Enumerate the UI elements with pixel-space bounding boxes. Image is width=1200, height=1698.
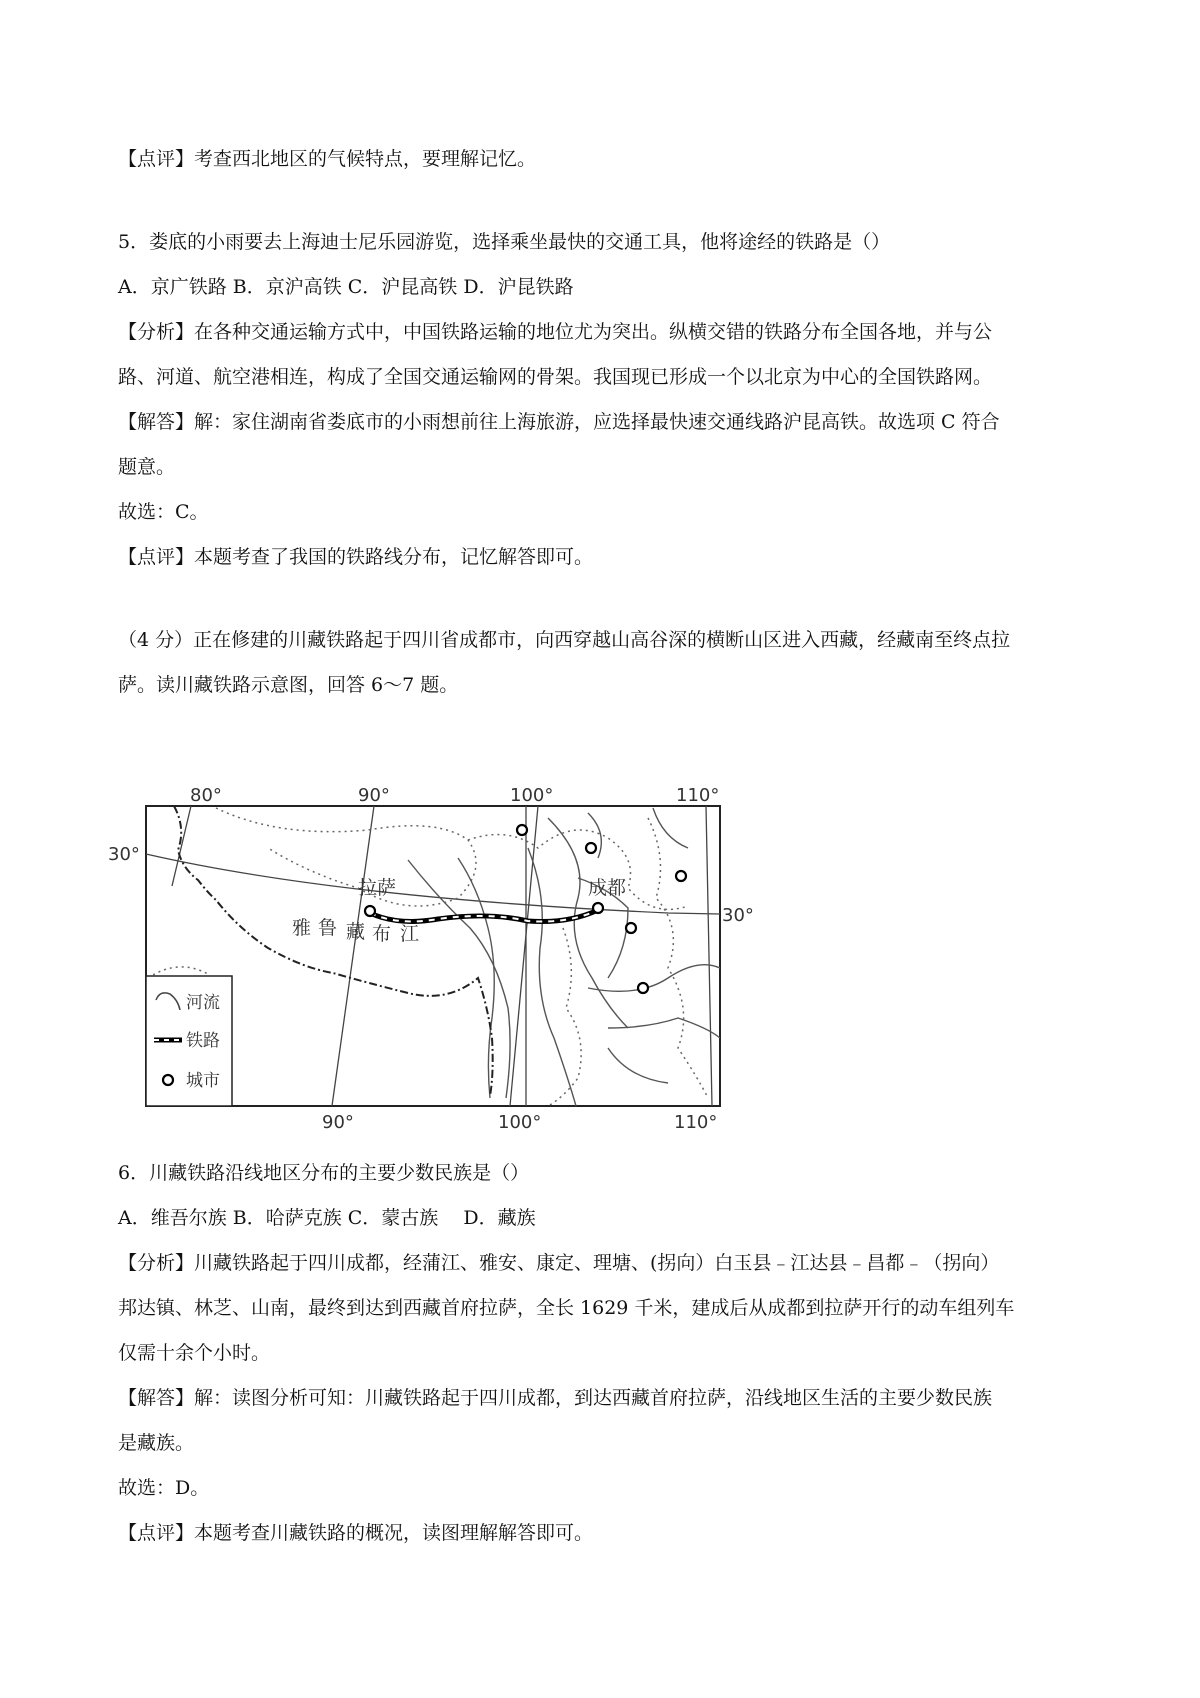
meridian-110 <box>706 806 712 1106</box>
lon-label-bottom-100: 100° <box>498 1112 542 1133</box>
city-label-chengdu: 成都 <box>588 877 627 899</box>
lat-label-right: 30° <box>722 905 754 926</box>
legend-city-symbol <box>163 1075 173 1085</box>
river-line <box>608 1018 720 1038</box>
intro-line-2: 萨。读川藏铁路示意图，回答 6～7 题。 <box>118 674 459 696</box>
q4-review: 【点评】考查西北地区的气候特点，要理解记忆。 <box>118 148 537 170</box>
river-label-char: 江 <box>400 923 420 945</box>
lon-label-top-90: 90° <box>358 785 390 806</box>
boundary-line <box>648 818 708 1098</box>
city-marker <box>365 906 375 916</box>
river-line <box>653 808 688 848</box>
sichuan-tibet-railway-map <box>108 778 824 1136</box>
q6-analysis-line-1: 【分析】川藏铁路起于四川成都，经蒲江、雅安、康定、理塘、(拐向）白玉县﹣江达县﹣昌都﹣（拐向） <box>118 1252 1000 1274</box>
q5-analysis-line-2: 路、河道、航空港相连，构成了全国交通运输网的骨架。我国现已形成一个以北京为中心的全国铁路网。 <box>118 366 993 388</box>
legend-city-label: 城市 <box>186 1071 220 1091</box>
legend-river-label: 河流 <box>186 993 220 1013</box>
city-marker <box>676 871 686 881</box>
q6-choice: 故选：D。 <box>118 1477 210 1499</box>
q6-analysis-line-2: 邦达镇、林芝、山南，最终到达到西藏首府拉萨，全长 1629 千米，建成后从成都到拉萨开行的动车组列车 <box>118 1297 1015 1319</box>
q6-answer-line-1: 【解答】解：读图分析可知：川藏铁路起于四川成都，到达西藏首府拉萨，沿线地区生活的主要少数民族 <box>118 1387 993 1409</box>
legend-railway-label: 铁路 <box>186 1031 220 1051</box>
q5-choice: 故选：C。 <box>118 501 209 523</box>
intro-line-1: （4 分）正在修建的川藏铁路起于四川省成都市，向西穿越山高谷深的横断山区进入西藏，经藏南至终点拉 <box>118 629 1011 651</box>
q5-answer-line-1: 【解答】解：家住湖南省娄底市的小雨想前往上海旅游，应选择最快速交通线路沪昆高铁。故选项 C 符合 <box>118 411 1000 433</box>
meridian-80 <box>172 806 191 886</box>
q5-review: 【点评】本题考查了我国的铁路线分布，记忆解答即可。 <box>118 546 594 568</box>
q5-stem: 5．娄底的小雨要去上海迪士尼乐园游览，选择乘坐最快的交通工具，他将途经的铁路是（） <box>118 231 891 253</box>
meridian-90 <box>332 806 374 1106</box>
q5-analysis-line-1: 【分析】在各种交通运输方式中，中国铁路运输的地位尤为突出。纵横交错的铁路分布全国各地，并与公 <box>118 321 993 343</box>
q6-review: 【点评】本题考查川藏铁路的概况，读图理解解答即可。 <box>118 1522 594 1544</box>
q5-answer-line-2: 题意。 <box>118 456 176 478</box>
city-marker <box>517 825 527 835</box>
boundary-line <box>548 928 581 1106</box>
river-label-char: 雅 <box>292 917 312 939</box>
river-line <box>528 848 576 1106</box>
river-line <box>608 1048 668 1083</box>
river-line <box>458 858 494 1098</box>
q6-answer-line-2: 是藏族。 <box>118 1432 195 1454</box>
lon-label-bottom-110: 110° <box>674 1112 718 1133</box>
lon-label-bottom-90: 90° <box>322 1112 354 1133</box>
river-line <box>588 965 720 992</box>
river-label-char: 藏 <box>346 921 366 943</box>
city-marker <box>626 923 636 933</box>
q6-stem: 6．川藏铁路沿线地区分布的主要少数民族是（） <box>118 1162 530 1184</box>
city-marker <box>593 903 603 913</box>
q6-analysis-line-3: 仅需十余个小时。 <box>118 1342 271 1364</box>
city-label-lhasa: 拉萨 <box>358 877 397 899</box>
lon-label-top-80: 80° <box>190 785 222 806</box>
city-marker <box>638 983 648 993</box>
boundary-line <box>216 808 476 906</box>
river-label-char: 布 <box>372 923 392 945</box>
q5-options: A．京广铁路 B．京沪高铁 C．沪昆高铁 D．沪昆铁路 <box>118 276 574 298</box>
lon-label-top-110: 110° <box>676 785 720 806</box>
meridian-100-bottom <box>510 806 538 1106</box>
lat-label-left: 30° <box>108 844 140 865</box>
lon-label-top-100: 100° <box>510 785 554 806</box>
city-marker <box>586 843 596 853</box>
river-label-char: 鲁 <box>318 917 338 939</box>
q6-options: A．维吾尔族 B．哈萨克族 C．蒙古族 D．藏族 <box>118 1207 536 1229</box>
